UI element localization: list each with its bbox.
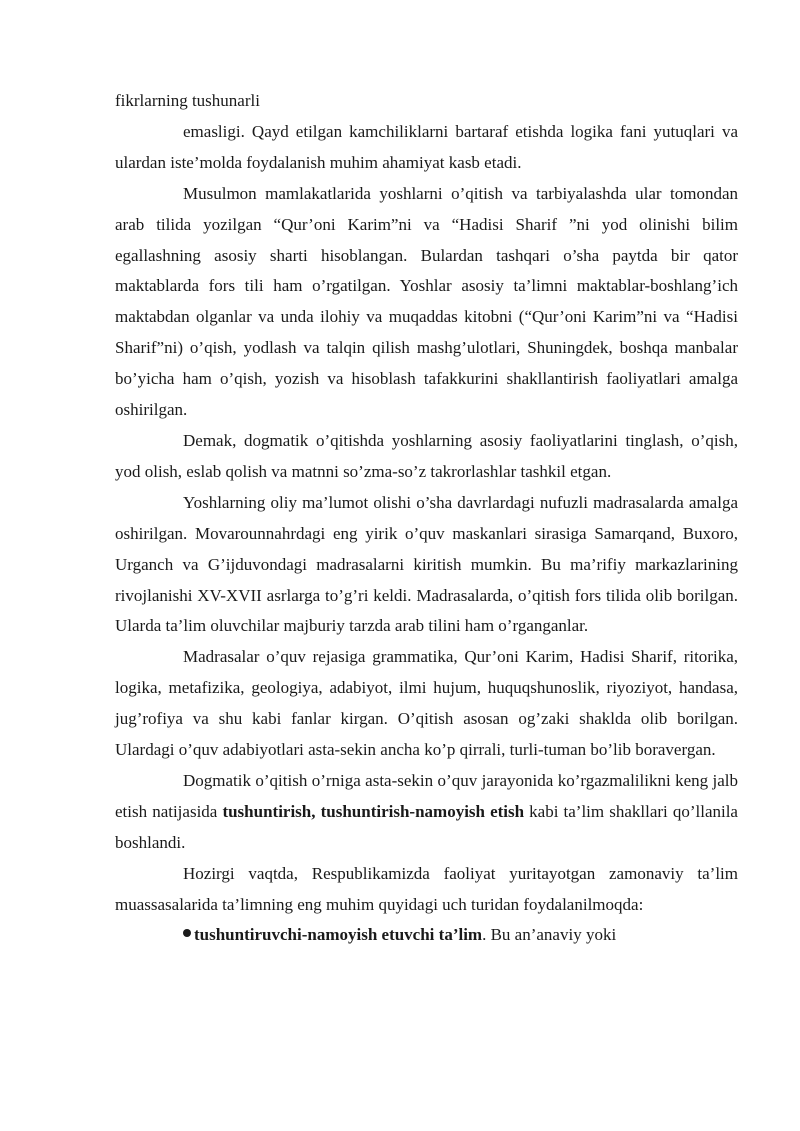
paragraph-4: Madrasalar o’quv rejasiga grammatika, Qur’oni Karim, Hadisi Sharif, ritorika, logika, metafizika, geologiya, adabiyot, ilmi hujum, huquqshunoslik, riyoziyot, handasa, jug’rofiya va shu kabi fanlar kirgan. O’qitish asosan og’zaki shaklda olib borilgan. Ulardagi o’quv adabiyotlari asta-sekin ancha ko’p qirrali, turli-tuman bo’lib boravergan.	[115, 647, 738, 760]
paragraph-1: Musulmon mamlakatlarida yoshlarni o’qitish va tarbiyalashda ular tomondan arab tilida yozilgan “Qur’oni Karim”ni va “Hadisi Sharif ”ni yod olinishi bilim egallashning asosiy sharti hisoblangan. Bulardan tashqari o’sha paytda bir qator maktablarda fors tili ham o’rgatilgan. Yoshlar asosiy ta’limni maktablar-boshlang’ich maktabdan olganlar va unda ilohiy va muqaddas kitobni (“Qur’oni Karim”ni va “Hadisi Sharif”ni) o’qish, yodlash va talqin qilish mashg’ulotlari, Shuningdek, boshqa manbalar bo’yicha ham o’qish, yozish va hisoblash tafakkurini shakllantirish faoliyatlari amalga oshirilgan.	[115, 183, 738, 420]
paragraph-5	[115, 766, 738, 859]
text-line-first: fikrlarning tushunarli	[115, 91, 260, 110]
paragraph-3: Yoshlarning oliy ma’lumot olishi o’sha davrlardagi nufuzli madrasalarda amalga oshirilgan. Movarounnahrdagi eng yirik o’quv maskanlari sirasiga Samarqand, Buxoro, Urganch va G’ijduvondagi madrasalarni kiritish mumkin. Bu ma’rifiy markazlarining rivojlanishi XV-XVII asrlarga to’g’ri keldi. Madrasalarda, o’qitish fors tilida olib borilgan. Ularda ta’lim oluvchilar majburiy tarzda arab tilini ham o’rganganlar.	[115, 492, 738, 636]
bullet-item-text: . Bu an’anaviy yoki	[482, 925, 617, 945]
paragraph-2: Demak, dogmatik o’qitishda yoshlarning asosiy faoliyatlarini tinglash, o’qish, yod olish, eslab qolish va matnni so’zma-so’z takrorlashlar tashkil etgan.	[115, 430, 738, 481]
bullet-item	[115, 920, 738, 951]
paragraph-5-text-b: kabi ta’lim shakllari qo’llanila boshlandi.	[115, 801, 738, 852]
bullet-icon	[183, 929, 191, 937]
paragraph-0: emasligi. Qayd etilgan kamchiliklarni bartaraf etishda logika fani yutuqlari va ulardan iste’molda foydalanish muhim ahamiyat kasb etadi.	[115, 121, 738, 172]
paragraph-6: Hozirgi vaqtda, Respublikamizda faoliyat yuritayotgan zamonaviy ta’lim muassasalarida ta’limning eng muhim quyidagi uch turidan foydalanilmoqda:	[115, 863, 738, 914]
paragraph-5-bold: tushuntirish, tushuntirish-namoyish etish	[222, 801, 525, 821]
paragraph-5-text-a: Dogmatik o’qitish o’rniga asta-sekin o’quv jarayonida ko’rgazmalilikni keng jalb etish natijasida	[115, 770, 738, 821]
bullet-item-bold: tushuntiruvchi-namoyish etuvchi ta’lim	[194, 925, 483, 945]
document-body	[115, 86, 738, 951]
